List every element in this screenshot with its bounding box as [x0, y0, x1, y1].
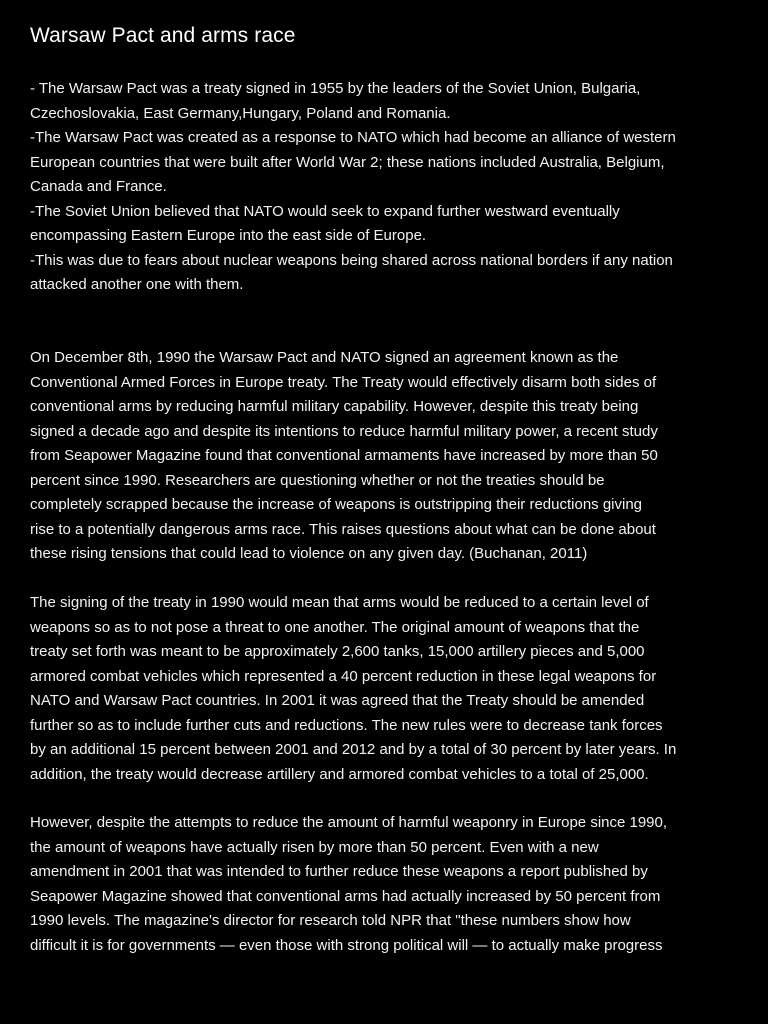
- text-line: On December 8th, 1990 the Warsaw Pact and NATO signed an agreement known as the: [30, 349, 619, 366]
- text-line: percent since 1990. Researchers are questioning whether or not the treaties should be: [30, 471, 605, 489]
- text-line: encompassing Eastern Europe into the east side of Europe.: [30, 227, 427, 244]
- text-line: -The Warsaw Pact was created as a response to NATO which had become an alliance of western: [30, 129, 676, 146]
- document-page: [30, 0, 742, 1024]
- text-line: further so as to include further cuts and reductions. The new rules were to decrease tank forces: [30, 716, 663, 734]
- text-line: weapons so as to not pose a threat to one another. The original amount of weapons that the: [30, 618, 640, 636]
- text-line: treaty set forth was meant to be approximately 2,600 tanks, 15,000 artillery pieces and 5,000: [30, 643, 645, 660]
- text-line: attacked another one with them.: [30, 276, 244, 293]
- text-line: - The Warsaw Pact was a treaty signed in 1955 by the leaders of the Soviet Union, Bulgaria,: [30, 80, 641, 97]
- text-line: Czechoslovakia, East Germany,Hungary, Poland and Romania.: [30, 104, 451, 122]
- text-line: However, despite the attempts to reduce the amount of harmful weaponry in Europe since 1990,: [30, 814, 668, 831]
- text-line: these rising tensions that could lead to violence on any given day. (Buchanan, 2011): [30, 545, 588, 562]
- text-line: -The Soviet Union believed that NATO would seek to expand further westward eventually: [30, 202, 620, 220]
- text-line: armored combat vehicles which represented a 40 percent reduction in these legal weapons for: [30, 667, 657, 685]
- text-line: 1990 levels. The magazine's director for research told NPR that "these numbers show how: [30, 912, 631, 929]
- text-line: by an additional 15 percent between 2001 and 2012 and by a total of 30 percent by later years. In: [30, 741, 677, 758]
- text-line: European countries that were built after World War 2; these nations included Australia, Belgium,: [30, 153, 665, 171]
- text-line: conventional arms by reducing harmful military capability. However, despite this treaty being: [30, 398, 639, 415]
- text-line: Seapower Magazine showed that conventional arms had actually increased by 50 percent from: [30, 887, 661, 905]
- paragraph-bullets: [30, 77, 742, 298]
- text-line: signed a decade ago and despite its intentions to reduce harmful military power, a recent study: [30, 422, 658, 440]
- text-line: -This was due to fears about nuclear weapons being shared across national borders if any nation: [30, 251, 673, 269]
- text-line: difficult it is for governments — even those with strong political will — to actually make progress: [30, 936, 663, 954]
- paragraph-signing: [30, 591, 742, 787]
- document-title: Warsaw Pact and arms race: [30, 24, 296, 47]
- paragraph-however: [30, 811, 742, 958]
- text-line: amendment in 2001 that was intended to further reduce these weapons a report published by: [30, 863, 648, 880]
- text-line: Conventional Armed Forces in Europe treaty. The Treaty would effectively disarm both sides of: [30, 373, 657, 391]
- text-line: the amount of weapons have actually risen by more than 50 percent. Even with a new: [30, 838, 599, 856]
- paragraph-treaty: [30, 346, 742, 567]
- text-line: completely scrapped because the increase of weapons is outstripping their reductions giving: [30, 496, 643, 513]
- text-line: NATO and Warsaw Pact countries. In 2001 it was agreed that the Treaty should be amended: [30, 692, 645, 709]
- text-line: from Seapower Magazine found that conventional armaments have increased by more than 50: [30, 447, 658, 464]
- text-line: Canada and France.: [30, 178, 167, 195]
- text-line: addition, the treaty would decrease artillery and armored combat vehicles to a total of 25,000.: [30, 765, 649, 783]
- text-line: The signing of the treaty in 1990 would mean that arms would be reduced to a certain level of: [30, 594, 649, 611]
- text-line: rise to a potentially dangerous arms race. This raises questions about what can be done about: [30, 520, 656, 538]
